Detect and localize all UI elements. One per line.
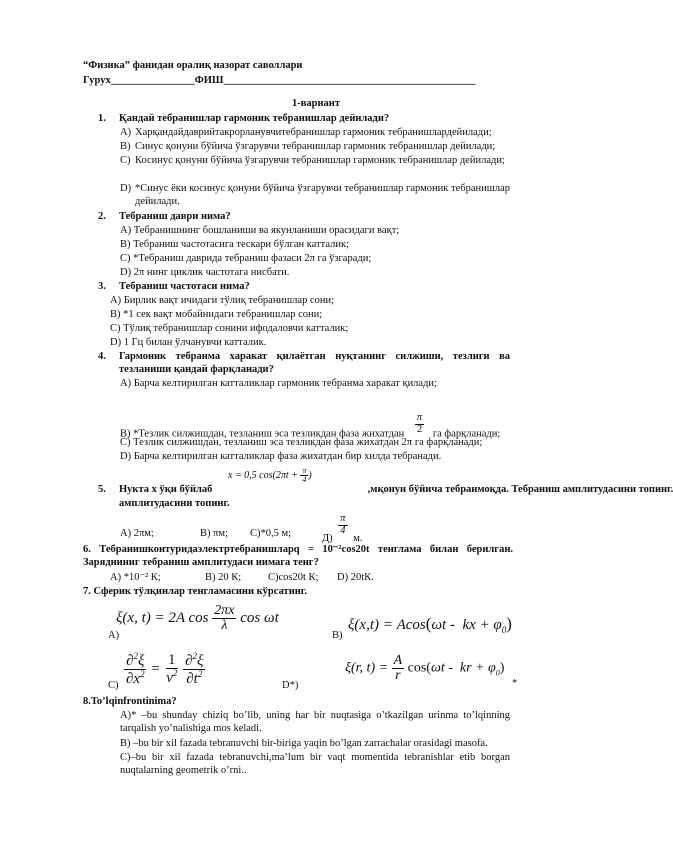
pi-over-2-fraction — [415, 413, 424, 435]
question-7-text: 7. Сферик тўлқинлар тенгламасини кўрсатинг. — [83, 586, 308, 597]
fraction-denominator: 2 — [416, 423, 423, 435]
q7-formula-c: $\frac{\partial^2\xi}{\partial x^2}$ = $\frac{1}{v^2}$ $\frac{\partial^2\xi}{\partial t^2}$ — [126, 651, 204, 687]
q1-option-a: Харқандайдаврийтакрорланувчитебранишлар гармоник тебранишлардейилади; — [135, 127, 492, 138]
q7-option-a-letter: A) — [108, 630, 120, 641]
question-4-text: Гармоник тебранма харакат қилаётган нуқтанинг силжиши, тезлиги ва тезланиши қандай фарқланади? — [119, 351, 510, 375]
fraction-numerator: π — [416, 412, 423, 423]
q1-option-c: Косинус қонуни бўйича ўзгарувчи тебранишлар гармоник тебранишлар дейилади; — [135, 155, 505, 166]
q7-option-d-letter: D*) — [282, 680, 299, 691]
q2-option-a: A) Тебранишнинг бошланиши ва якунланиши орасидаги вақт; — [120, 225, 400, 236]
q4-option-b-suffix: га фарқланади; — [432, 428, 501, 440]
q7-option-c-letter: C) — [108, 680, 119, 691]
question-3-text: Тебраниш частотаси нима? — [119, 281, 250, 292]
question-2-text: Тебраниш даври нима? — [119, 211, 231, 222]
q5-text-end: ,мқонун бўйича тебранмоқда. Тебраниш амплитудасини топинг. — [367, 484, 673, 495]
q8-option-a: A)* –bu shunday chiziq bo’lib, uning har bir nuqtasiga o’tkazilgan urinma to’lqinning tarqalish yo’nalishiga mos keladi. — [120, 710, 510, 734]
q6-option-d: D) 20tК. — [337, 572, 374, 583]
q3-option-d: D) 1 Гц билан ўлчанувчи катталик. — [110, 337, 267, 348]
q6-option-a: A) *10⁻² К; — [110, 572, 161, 583]
q4-option-d: D) Барча келтирилган катталиклар фаза жихатдан бир хилда тебранади. — [120, 451, 442, 462]
q5-option-d: Д) $\frac{\pi}{4}$ м. — [322, 513, 363, 545]
q5-text-start: Нукта x ўқи бўйлаб — [119, 484, 213, 495]
question-2-number: 2. — [98, 211, 106, 222]
q5-option-c: C)*0,5 м; — [250, 528, 292, 539]
q8-option-c: C)–bu bir xil fazada tebranuvchi,ma’lum bir vaqt momentida tebranishlar etib borgan nuqtalarning geometrik o’rni.. — [120, 752, 510, 776]
pi-over-4-fraction: $\frac{\pi}{4}$ — [340, 513, 346, 536]
q2-option-d: D) 2π нинг циклик частотага нисбати. — [120, 267, 290, 278]
q7-formula-b: ξ(x,t) = Acos(ωt - kx + $\varphi_0$) — [348, 614, 512, 635]
q7-formula-d: ξ(r, t) = $\frac{A}{r}$ cos(ωt - kr + $\varphi_0$) — [345, 653, 505, 683]
q7-option-b-letter: B) — [332, 630, 343, 641]
q5-option-b: B) πм; — [200, 528, 228, 539]
q1-option-b: Синус қонуни бўйича ўзгарувчи тебранишлар гармоник тебранишлар дейилади; — [135, 141, 496, 152]
group-name-line: Гурух________________ФИШ________________________________________________ — [83, 75, 476, 86]
q4-option-a: A) Барча келтирилган катталиклар гармоник тебранма харакат қилади; — [120, 378, 437, 389]
q4-option-c: C) Тезлик силжишдан, тезланиш эса тезликдан фаза жихатдан 2π га фарқланади; — [120, 437, 483, 448]
q5-text-line2: амплитудасини топинг. — [119, 498, 230, 509]
q3-option-c: C) Тўлиқ тебранишлар сонини ифодаловчи катталик; — [110, 323, 349, 334]
q2-option-b: B) Тебраниш частотасига тескари бўлган катталик; — [120, 239, 349, 250]
q1-option-a-letter: A) — [120, 127, 132, 138]
q6-option-c: C)cos20t К; — [268, 572, 319, 583]
q1-option-d-letter: D) — [120, 183, 132, 194]
question-5-text — [119, 484, 673, 497]
variant-label: 1-вариант — [292, 98, 341, 109]
question-1-text: Қандай тебранишлар гармоник тебранишлар дейилади? — [119, 113, 390, 124]
q1-option-b-letter: B) — [120, 141, 131, 152]
q1-option-c-letter: C) — [120, 155, 131, 166]
q3-option-a: A) Бирлик вақт ичидаги тўлиқ тебранишлар сони; — [110, 295, 335, 306]
question-3-number: 3. — [98, 281, 106, 292]
q7-correct-marker: * — [512, 678, 518, 689]
q2-option-c: C) *Тебраниш даврида тебраниш фазаси 2π га ўзгаради; — [120, 253, 372, 264]
q4-option-b-text: B) *Тезлик силжишдан, тезланиш эса тезликдан фаза жихатдан — [120, 428, 405, 440]
q7-formula-a: ξ(x, t) = 2A cos $\frac{2\pi x}{\lambda}$ cos ωt — [116, 603, 279, 633]
q6-option-b: B) 20 К; — [205, 572, 242, 583]
question-1-number: 1. — [98, 113, 106, 124]
q8-option-b: B) –bu bir xil fazada tebranuvchi bir-biriga yaqin bo’lgan zarrachalar orasidagi masofa. — [120, 738, 488, 749]
question-5-number: 5. — [98, 484, 106, 495]
q3-option-b: B) *1 сек вақт мобайнидаги тебранишлар сони; — [110, 309, 323, 320]
q5-option-a: A) 2πм; — [120, 528, 154, 539]
question-8-title: 8.To’lqinfrontinima? — [83, 696, 177, 707]
q1-option-d: *Синус ёки косинус қонуни бўйича ўзгарувчи тебранишлар гармоник тебранишлар дейилади. — [135, 183, 510, 207]
question-6-text: 6. Тебранишконтуридаэлектртебранишларq = 10⁻²cos20t тенглама билан берилган. Зарядниниг тебраниш амплитудаси нимага тенг? — [83, 544, 513, 568]
q5-formula: x = 0,5 cos(2πt + $\frac{\pi}{4}$ ) — [228, 466, 312, 484]
question-4-number: 4. — [98, 351, 106, 362]
document-title: “Физика” фанидан оралиқ назорат саволлари — [83, 60, 303, 71]
